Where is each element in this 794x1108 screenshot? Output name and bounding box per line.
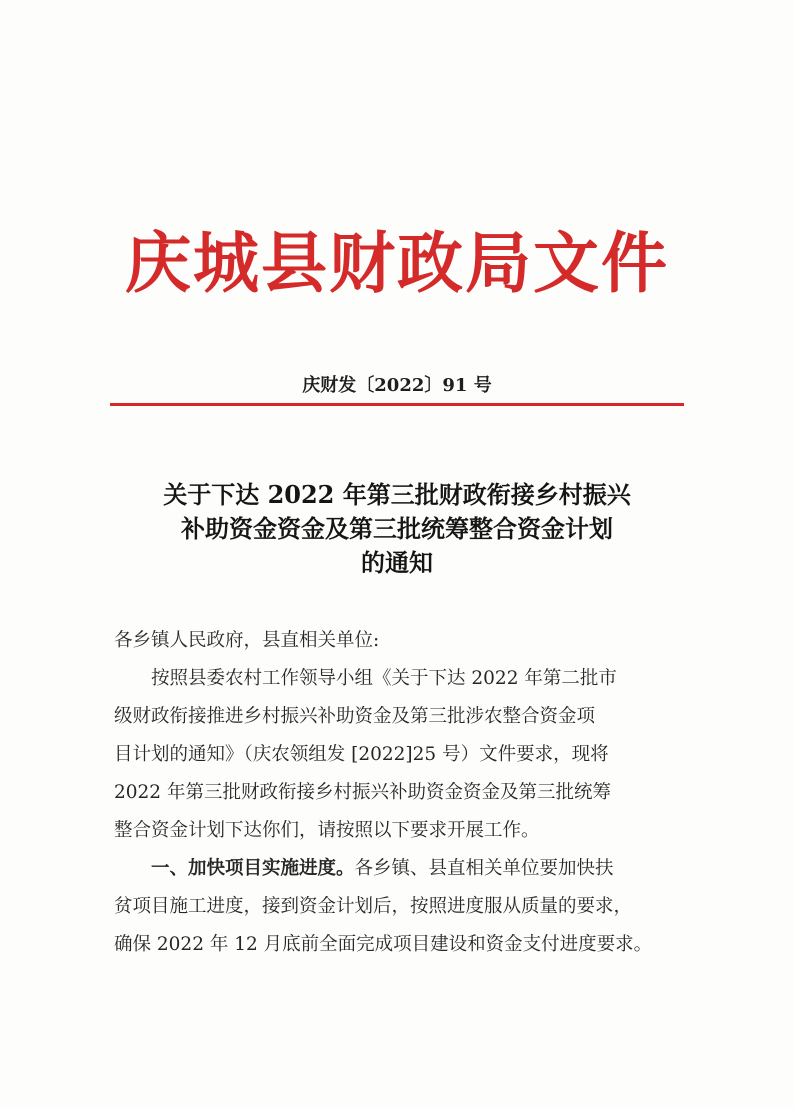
section-1-first-line: [114, 850, 682, 888]
office-title: 庆城县财政局文件: [125, 224, 669, 302]
notice-title: [80, 478, 714, 580]
paragraph-line: 目计划的通知》（庆农领组发 [2022]25 号）文件要求，现将: [114, 744, 609, 765]
body-text: [114, 622, 682, 964]
red-divider-line: [110, 403, 684, 406]
paragraph-line: 贫项目施工进度，接到资金计划后，按照进度服从质量的要求，: [114, 896, 633, 917]
notice-title-line: 补助资金资金及第三批统筹整合资金计划: [181, 514, 613, 543]
notice-title-line: 的通知: [361, 548, 433, 577]
salutation: 各乡镇人民政府，县直相关单位:: [114, 630, 380, 651]
paragraph-line: 2022 年第三批财政衔接乡村振兴补助资金资金及第三批统筹: [114, 782, 611, 803]
paragraph-line: 整合资金计划下达你们，请按照以下要求开展工作。: [114, 820, 540, 841]
paragraph-1: [114, 660, 682, 850]
section-1-text: 各乡镇、县直相关单位要加快扶: [354, 858, 614, 879]
paragraph-line: 确保 2022 年 12 月底前全面完成项目建设和资金支付进度要求。: [114, 934, 653, 955]
paragraph-line: 按照县委农村工作领导小组《关于下达 2022 年第二批市: [151, 668, 617, 689]
notice-title-line: 关于下达 2022 年第三批财政衔接乡村振兴: [163, 480, 631, 509]
paragraph-line: 级财政衔接推进乡村振兴补助资金及第三批涉农整合资金项: [114, 706, 596, 727]
section-1: [114, 850, 682, 964]
section-1-heading: 一、加快项目实施进度。: [151, 858, 355, 879]
document-number: 庆财发〔2022〕91 号: [302, 375, 492, 396]
